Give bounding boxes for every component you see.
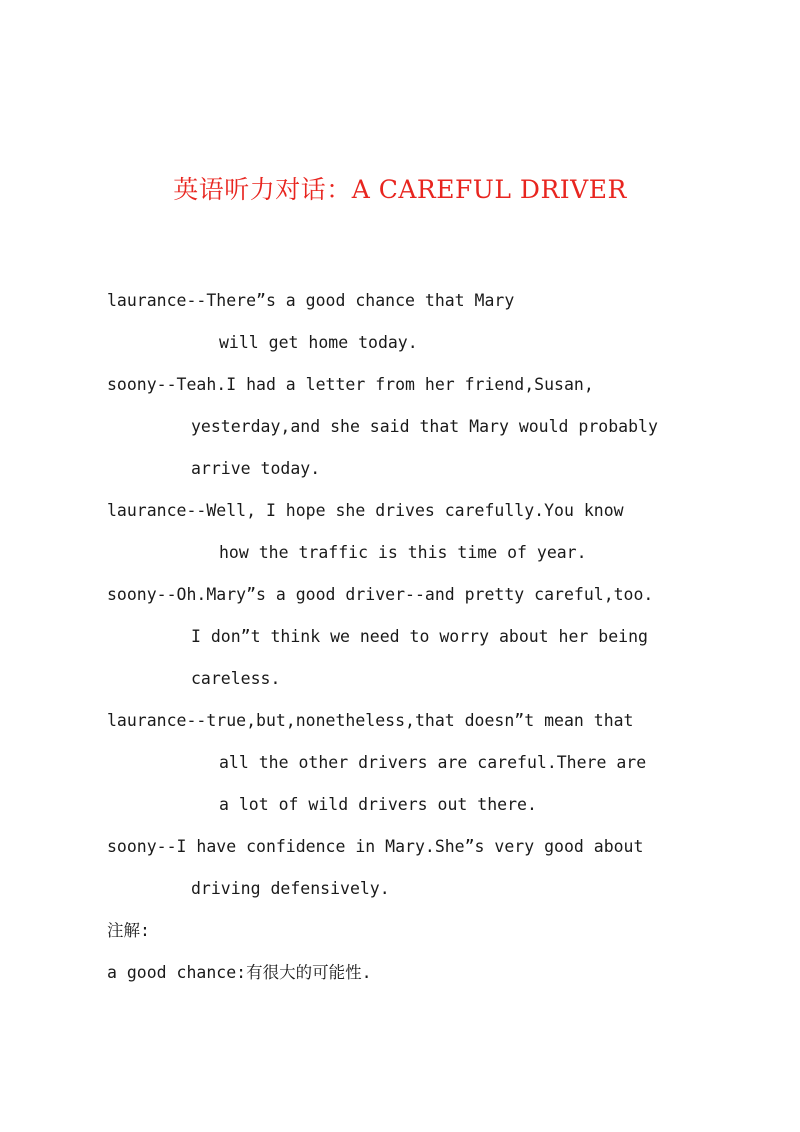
dialogue-line: arrive today. xyxy=(191,459,321,478)
document-title: 英语听力对话：A CAREFUL DRIVER xyxy=(173,175,627,204)
dialogue-body xyxy=(107,280,727,994)
dialogue-line: soony--Teah.I had a letter from her friend,Susan, xyxy=(107,375,594,394)
dialogue-line: will get home today. xyxy=(219,333,418,352)
dialogue-line: laurance--true,but,nonetheless,that doesn”t mean that xyxy=(107,711,634,730)
dialogue-line: driving defensively. xyxy=(191,879,390,898)
dialogue-line: soony--Oh.Mary”s a good driver--and pretty careful,too. xyxy=(107,585,654,604)
dialogue-line: 注解: xyxy=(107,921,150,940)
dialogue-line: yesterday,and she said that Mary would probably xyxy=(191,417,658,436)
dialogue-line: soony--I have confidence in Mary.She”s very good about xyxy=(107,837,644,856)
dialogue-line: careless. xyxy=(191,669,281,688)
dialogue-line: a lot of wild drivers out there. xyxy=(219,795,537,814)
dialogue-line: laurance--Well, I hope she drives carefully.You know xyxy=(107,501,624,520)
dialogue-line: a good chance:有很大的可能性. xyxy=(107,963,372,982)
dialogue-line: all the other drivers are careful.There are xyxy=(219,753,647,772)
dialogue-line: laurance--There”s a good chance that Mary xyxy=(107,291,515,310)
dialogue-line: how the traffic is this time of year. xyxy=(219,543,587,562)
dialogue-line: I don”t think we need to worry about her being xyxy=(191,627,648,646)
